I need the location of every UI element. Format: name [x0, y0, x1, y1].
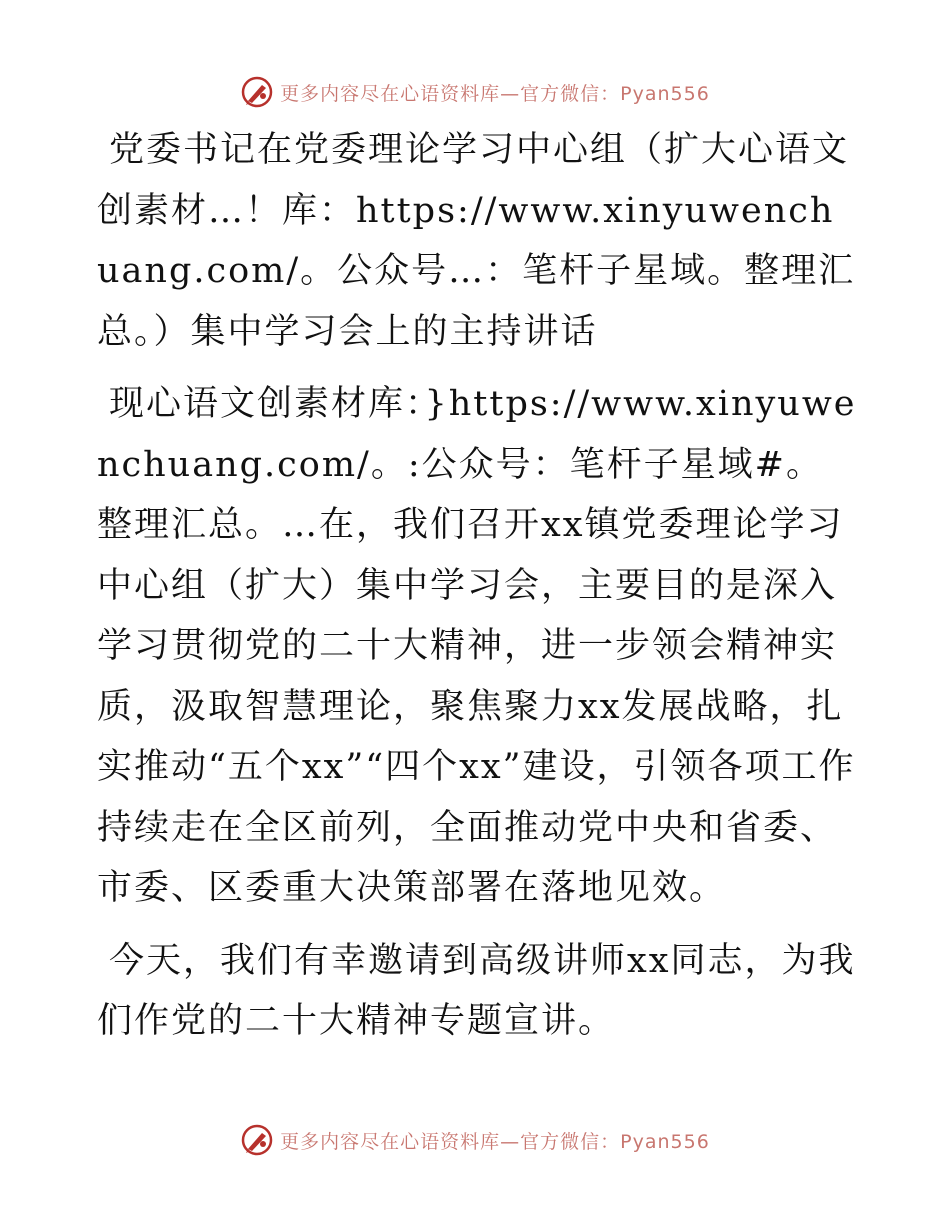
body-paragraph	[97, 374, 857, 919]
paragraph-text: 现心语文创素材库：}https://www.xinyuwenchuang.com/。:公众号：笔杆子星域#。整理汇总。…在，我们召开xx镇党委理论学习中心组（扩大）集中学习会，主要目的是深入学习贯彻党的二十大精神，进一步领会精神实质，汲取智慧理论，聚焦聚力xx发展战略，扎实推动“五个xx”“四个xx”建设，引领各项工作持续走在全区前列，全面推动党中央和省委、市委、区委重大决策部署在落地见效。	[97, 384, 857, 908]
header-watermark	[0, 72, 950, 112]
paragraph-text: 党委书记在党委理论学习中心组（扩大心语文创素材…！库：https://www.xinyuwenchuang.com/。公众号…：笔杆子星域。整理汇总。）集中学习会上的主持讲话	[97, 130, 856, 352]
watermark-text: 更多内容尽在心语资料库—官方微信：Pyan556	[280, 1130, 710, 1153]
pen-logo-icon	[240, 75, 274, 109]
title-paragraph	[97, 120, 857, 362]
document-body	[97, 120, 857, 1064]
watermark-text: 更多内容尽在心语资料库—官方微信：Pyan556	[280, 82, 710, 105]
body-paragraph	[97, 931, 857, 1052]
pen-logo-icon	[240, 1123, 274, 1157]
footer-watermark	[0, 1120, 950, 1160]
paragraph-text: 今天，我们有幸邀请到高级讲师xx同志，为我们作党的二十大精神专题宣讲。	[97, 940, 856, 1041]
